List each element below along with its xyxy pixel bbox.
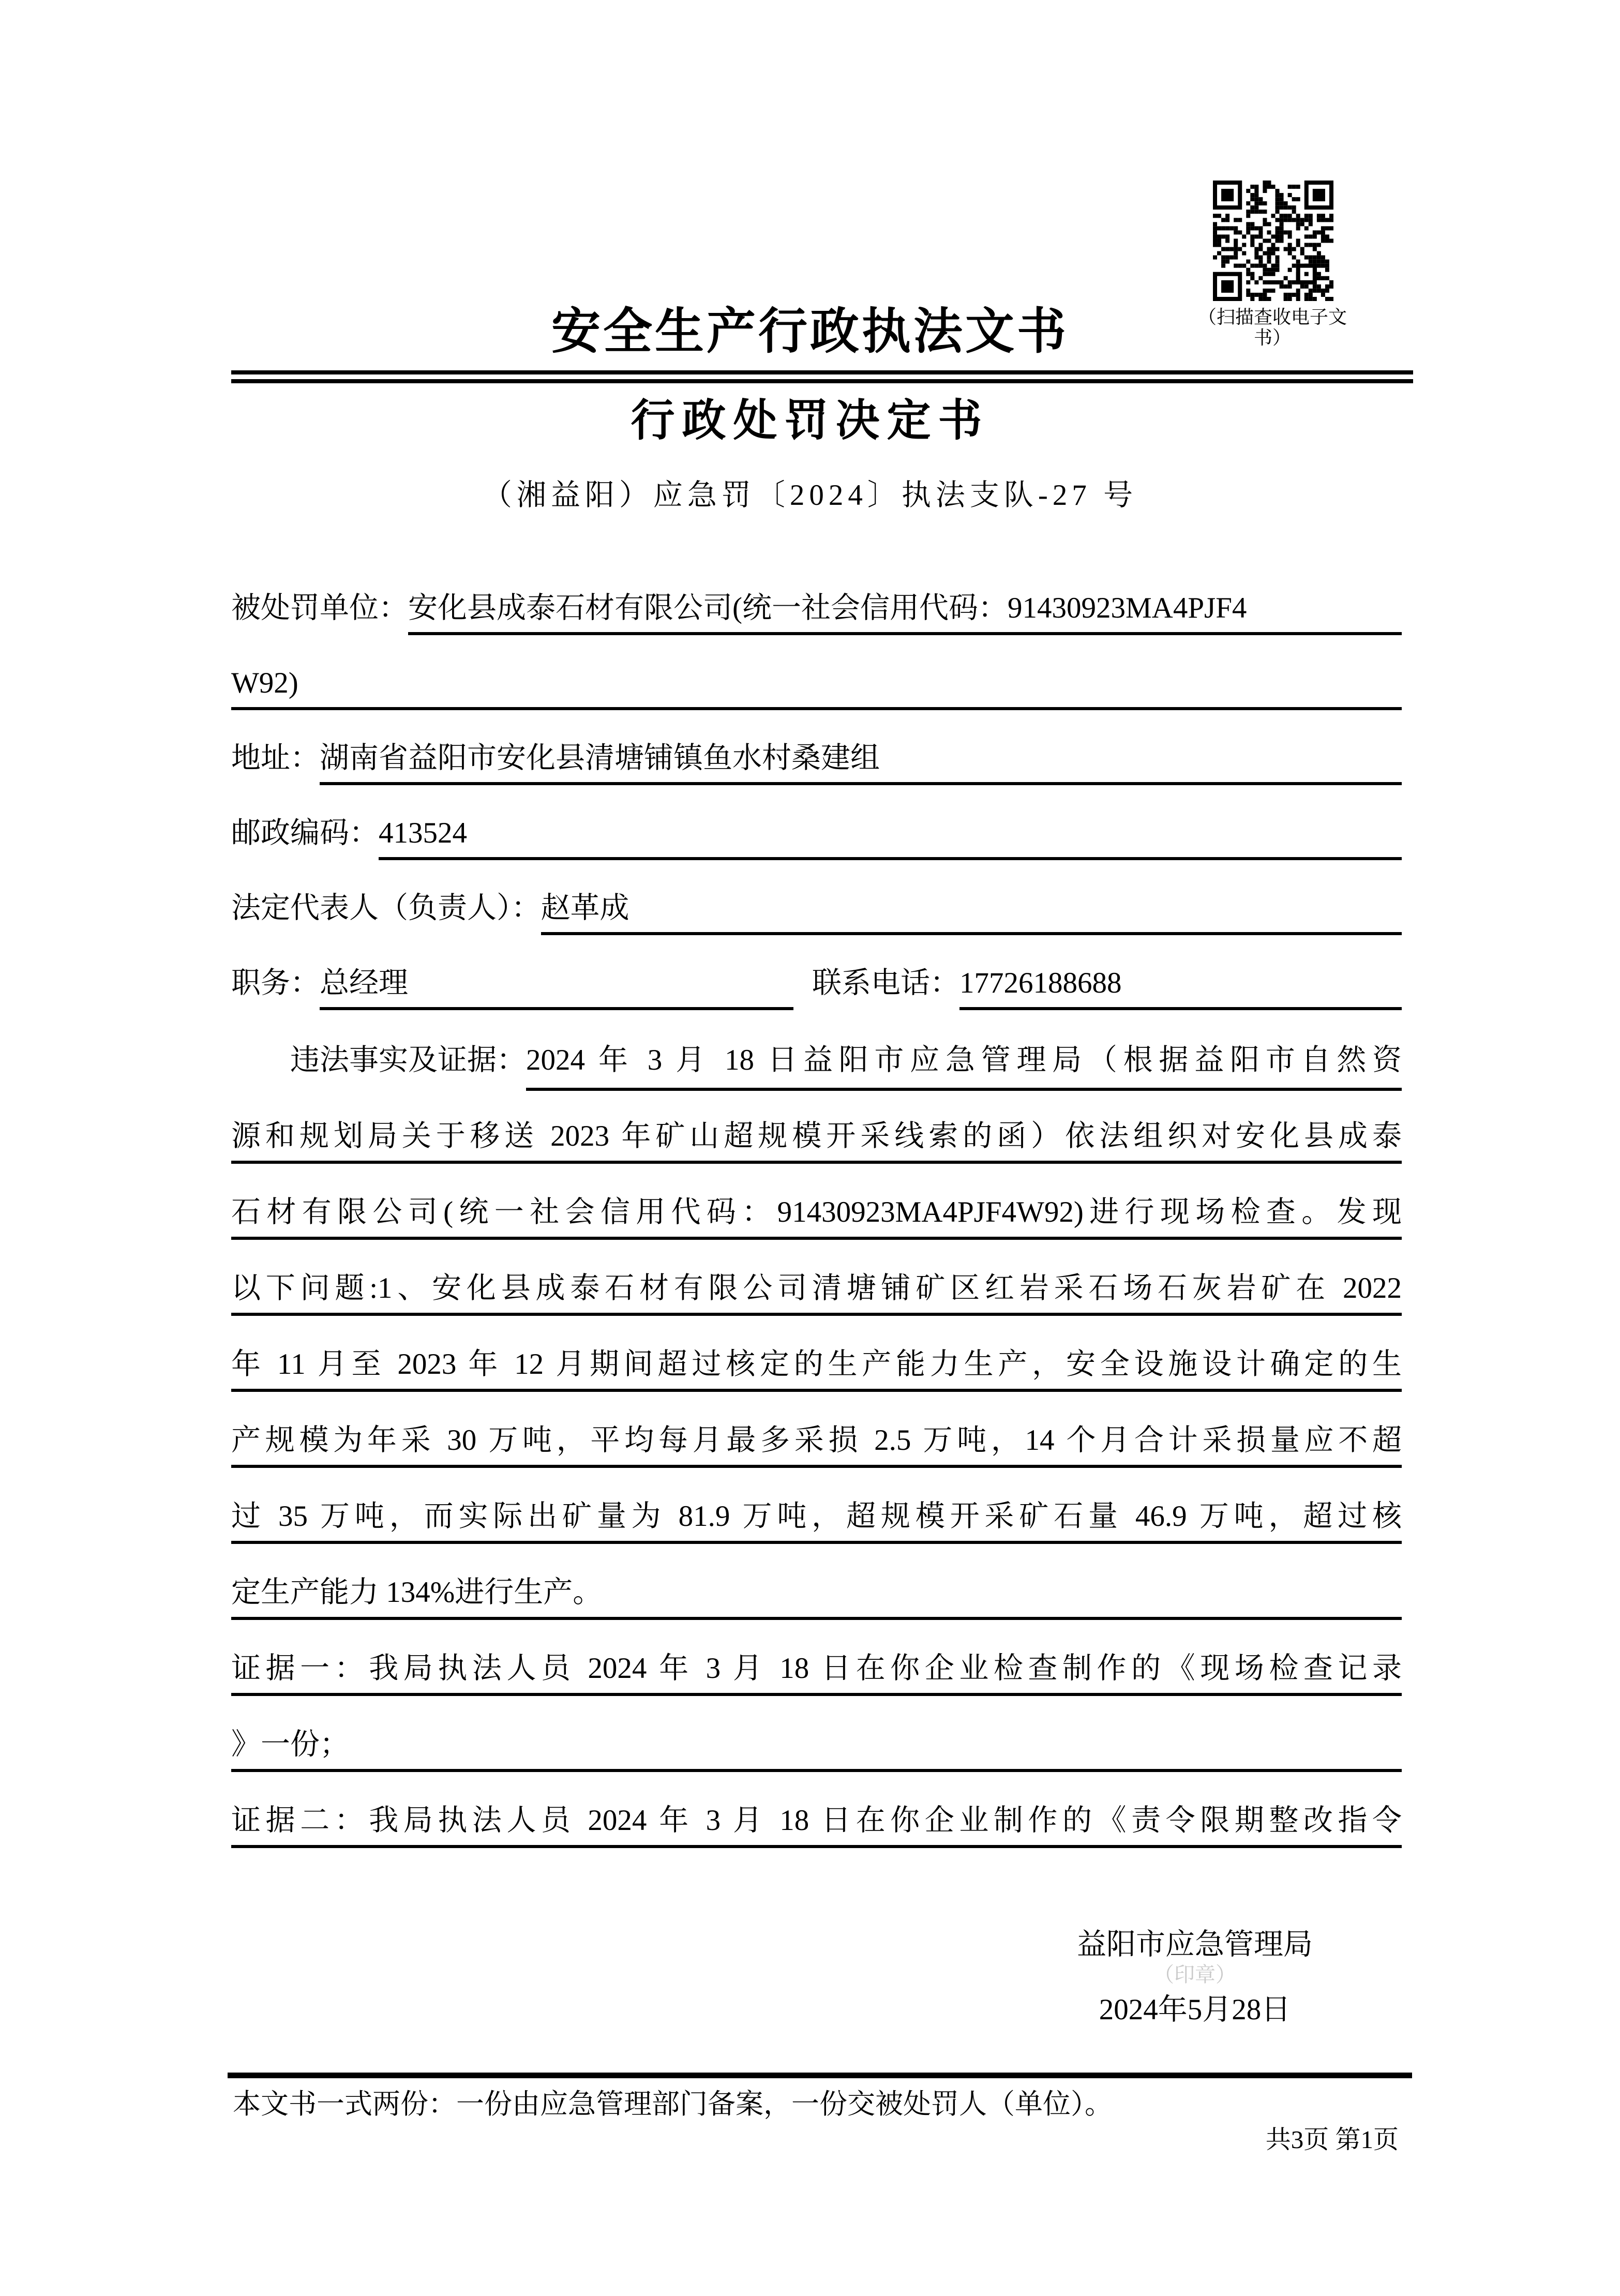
field-value-postcode: 413524 (379, 785, 1402, 860)
qr-code (1213, 181, 1333, 301)
body-line-facts (231, 1012, 1402, 1088)
field-row-penalized-unit (231, 560, 1402, 635)
field-label-postcode: 邮政编码： (231, 817, 379, 849)
doc-title: 行政处罚决定书 (631, 397, 989, 445)
footer-note: 本文书一式两份：一份由应急管理部门备案，一份交被处罚人（单位）。 (233, 2089, 1113, 2120)
field-value-phone: 17726188688 (959, 935, 1402, 1010)
field-row-address (231, 710, 1402, 785)
fields-section (231, 560, 1402, 1010)
field-value-position: 总经理 (320, 935, 793, 1010)
double-rule-divider (231, 370, 1413, 383)
body-line: 证据一：我局执法人员 2024 年 3 月 18 日在你企业检查制作的《现场检查记录 (231, 1620, 1402, 1696)
body-line: 年 11 月至 2023 年 12 月期间超过核定的生产能力生产，安全设施设计确定的生 (231, 1316, 1402, 1392)
field-label-address: 地址： (231, 742, 320, 774)
body-line: 源和规划局关于移送 2023 年矿山超规模开采线索的函）依法组织对安化县成泰 (231, 1088, 1402, 1164)
agency-name: 益阳市应急管理局 (1077, 1928, 1313, 1961)
qr-caption: （扫描查收电子文书） (1197, 307, 1347, 348)
seal-note: （印章） (1153, 1963, 1236, 1987)
field-row-penalized-unit-cont (231, 635, 1402, 710)
signature-block (998, 1927, 1391, 2028)
field-row-postcode (231, 785, 1402, 860)
field-row-legal-rep (231, 860, 1402, 935)
field-label-position: 职务： (231, 967, 320, 999)
page-info: 共3页 第1页 (1265, 2125, 1399, 2154)
body-line: 产规模为年采 30 万吨，平均每月最多采损 2.5 万吨，14 个月合计采损量应不超 (231, 1392, 1402, 1468)
field-row-position-phone (231, 935, 1402, 1010)
field-value-address: 湖南省益阳市安化县清塘铺镇鱼水村桑建组 (320, 710, 1402, 785)
footer-divider (228, 2073, 1412, 2078)
field-value-penalized-unit-line2: W92) (231, 635, 1402, 710)
body-section (231, 1012, 1402, 1848)
field-label-legal-rep: 法定代表人（负责人）： (231, 892, 541, 924)
body-line: 证据二：我局执法人员 2024 年 3 月 18 日在你企业制作的《责令限期整改指令 (231, 1772, 1402, 1848)
signature-date: 2024年5月28日 (1099, 1993, 1291, 2027)
field-label-penalized-unit: 被处罚单位： (231, 592, 408, 624)
field-value-legal-rep: 赵革成 (541, 860, 1402, 935)
body-line: 石材有限公司(统一社会信用代码：91430923MA4PJF4W92)进行现场检查。发现 (231, 1164, 1402, 1240)
doc-category-title: 安全生产行政执法文书 (551, 304, 1069, 359)
field-value-penalized-unit-line1: 安化县成泰石材有限公司(统一社会信用代码：91430923MA4PJF4 (408, 560, 1402, 635)
body-line: 》一份； (231, 1696, 1402, 1772)
body-line: 以下问题:1、安化县成泰石材有限公司清塘铺矿区红岩采石场石灰岩矿在 2022 (231, 1240, 1402, 1316)
body-line: 过 35 万吨，而实际出矿量为 81.9 万吨，超规模开采矿石量 46.9 万吨，超过核 (231, 1468, 1402, 1544)
field-label-phone: 联系电话： (812, 967, 959, 999)
facts-first-line: 2024 年 3 月 18 日益阳市应急管理局（根据益阳市自然资 (526, 1012, 1402, 1091)
body-line: 定生产能力 134%进行生产。 (231, 1544, 1402, 1620)
doc-number: （湘益阳）应急罚〔2024〕执法支队-27 号 (482, 479, 1138, 512)
facts-label: 违法事实及证据： (290, 1044, 526, 1076)
